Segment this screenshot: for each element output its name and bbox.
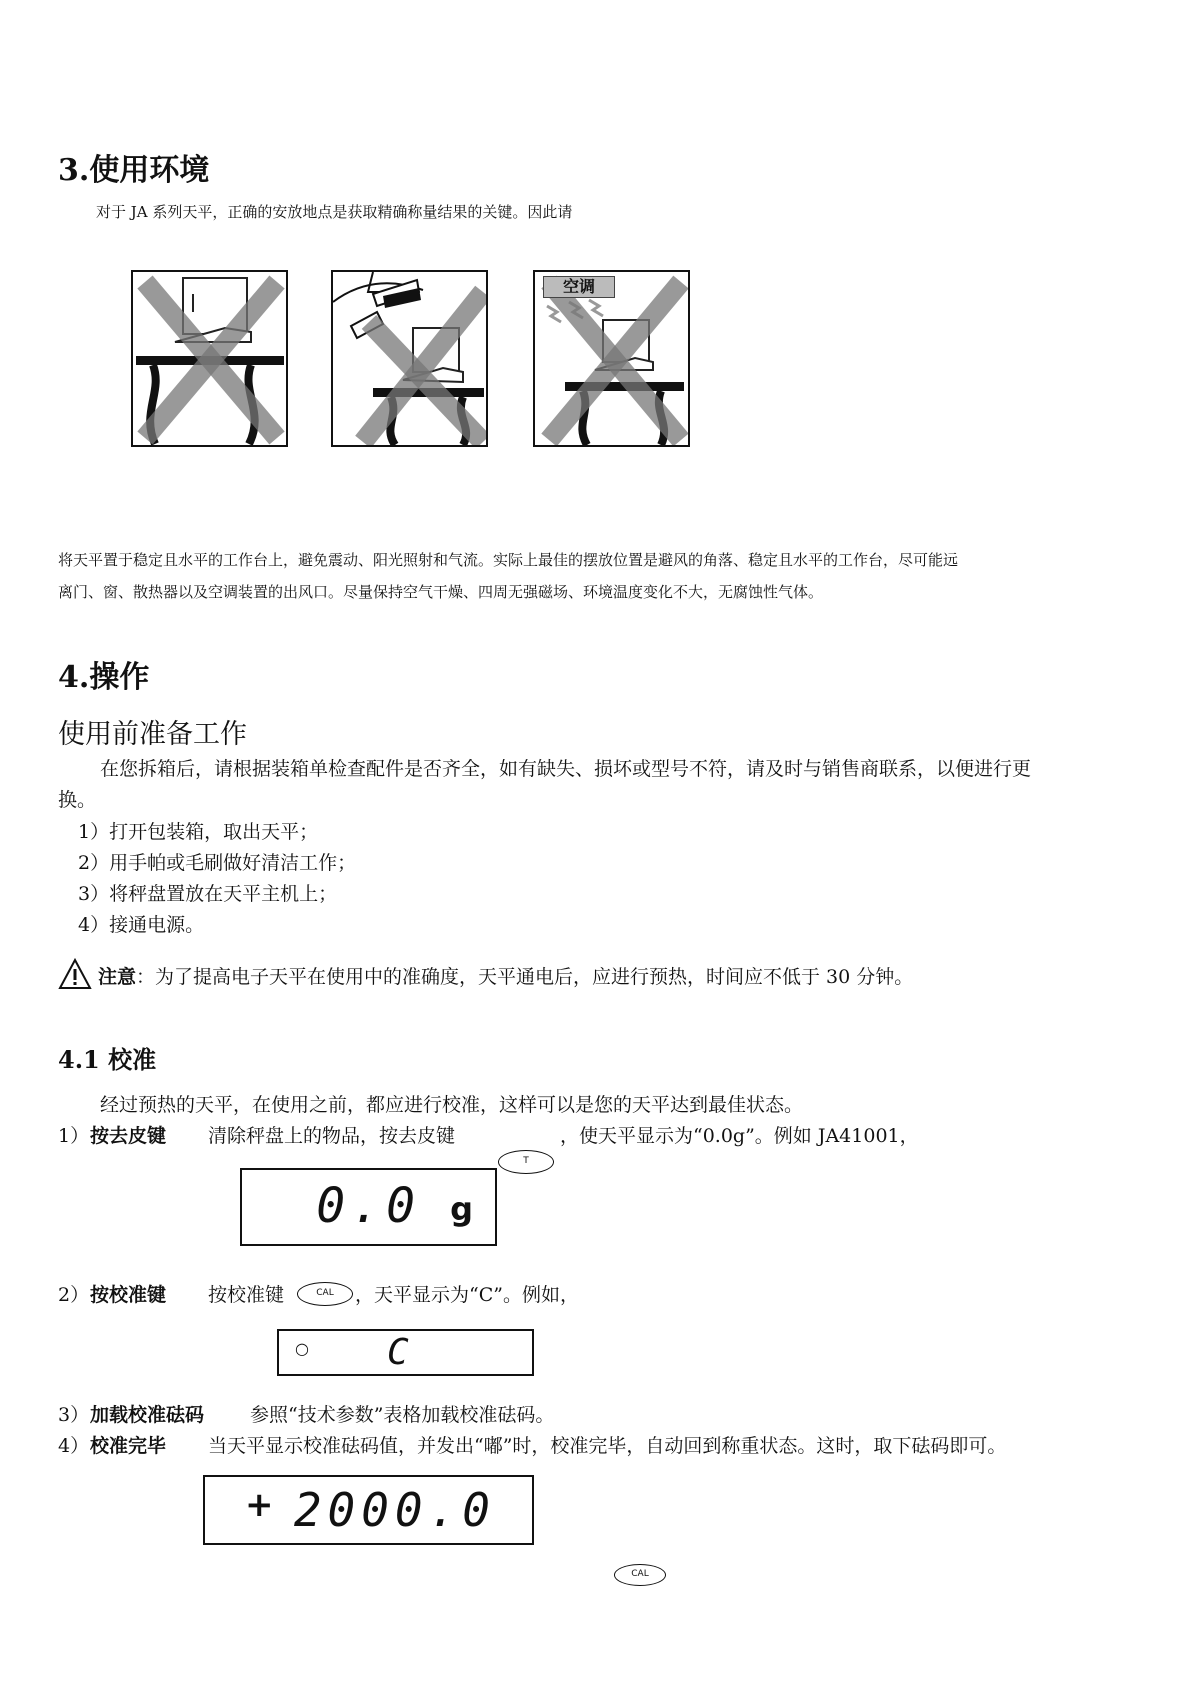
calib-step-4-prefix: 4） [58,1435,90,1457]
warning-icon [58,958,92,994]
calib-step-4-label: 校准完毕 [90,1435,167,1457]
calib-step-3-label: 加载校准砝码 [90,1404,205,1426]
display-tare [240,1168,497,1246]
calib-step-2-prefix: 2） [58,1284,90,1306]
display-result [203,1475,534,1545]
calib-step-1-text-b: ，使天平显示为“0.0g”。例如 JA41001， [560,1125,919,1147]
warning-note [98,962,913,992]
section-3-paragraph-line-1: 将天平置于稳定且水平的工作台上，避免震动、阳光照射和气流。实际上最佳的摆放位置是避风的角落、稳定且水平的工作台，尽可能远 [58,551,959,569]
display-cal-value: C [387,1332,415,1373]
display-cal-mark: ○ [295,1339,309,1358]
figure-air-conditioner [533,270,690,447]
ac-label: 空调 [543,276,615,298]
calib-step-4-text: 当天平显示校准砝码值，并发出“嘟”时，校准完毕，自动回到称重状态。这时，取下砝码即可。 [208,1435,1007,1457]
section-4-intro-line-2: 换。 [58,789,97,811]
section-3-title: 3.使用环境 [58,153,210,188]
section-4-subtitle: 使用前准备工作 [58,719,247,750]
calib-step-1-text-a: 清除秤盘上的物品，按去皮键 [208,1125,456,1147]
calib-step-2-label: 按校准键 [90,1284,167,1306]
tare-key: T [498,1150,554,1174]
calib-step-2-text-b: ，天平显示为“C”。例如， [355,1284,579,1306]
display-cal [277,1329,534,1376]
calib-step-1-label: 按去皮键 [90,1125,167,1147]
calib-step-3-text: 参照“技术参数”表格加载校准砝码。 [250,1404,555,1426]
section-4-title: 4.操作 [58,660,150,695]
warning-note-label: 注意 [98,966,137,988]
display-result-value: 2000.0 [293,1483,496,1537]
calib-step-1-prefix: 1） [58,1125,90,1147]
section-4-1-intro: 经过预热的天平，在使用之前，都应进行校准，这样可以是您的天平达到最佳状态。 [100,1094,804,1116]
warning-note-text: ：为了提高电子天平在使用中的准确度，天平通电后，应进行预热，时间应不低于 30 分钟。 [136,966,914,988]
prep-step-4: 4）接通电源。 [78,914,205,936]
cal-key-bottom: CAL [614,1564,666,1586]
calib-step-2-text-a: 按校准键 [208,1284,285,1306]
cal-key: CAL [297,1282,353,1306]
display-tare-value: 0.0 [316,1178,421,1234]
section-3-intro: 对于 JA 系列天平，正确的安放地点是获取精确称量结果的关键。因此请 [96,203,573,221]
figure-unstable-table-drawing [133,272,286,445]
prep-step-1: 1）打开包装箱，取出天平； [78,821,319,843]
figure-window-drawing [333,272,486,445]
display-tare-unit: g [450,1190,473,1228]
display-result-sign: + [245,1485,274,1525]
prep-step-3: 3）将秤盘置放在天平主机上； [78,883,338,905]
figure-unstable-table [131,270,288,447]
figure-window [331,270,488,447]
calib-step-3-prefix: 3） [58,1404,90,1426]
section-3-paragraph-line-2: 离门、窗、散热器以及空调装置的出风口。尽量保持空气干燥、四周无强磁场、环境温度变化不大，无腐蚀性气体。 [58,583,824,601]
prep-step-2: 2）用手帕或毛刷做好清洁工作； [78,852,357,874]
section-4-1-title: 4.1 校准 [58,1045,157,1074]
section-4-intro-line-1: 在您拆箱后，请根据装箱单检查配件是否齐全，如有缺失、损坏或型号不符，请及时与销售商联系，以便进行更 [100,758,1032,780]
